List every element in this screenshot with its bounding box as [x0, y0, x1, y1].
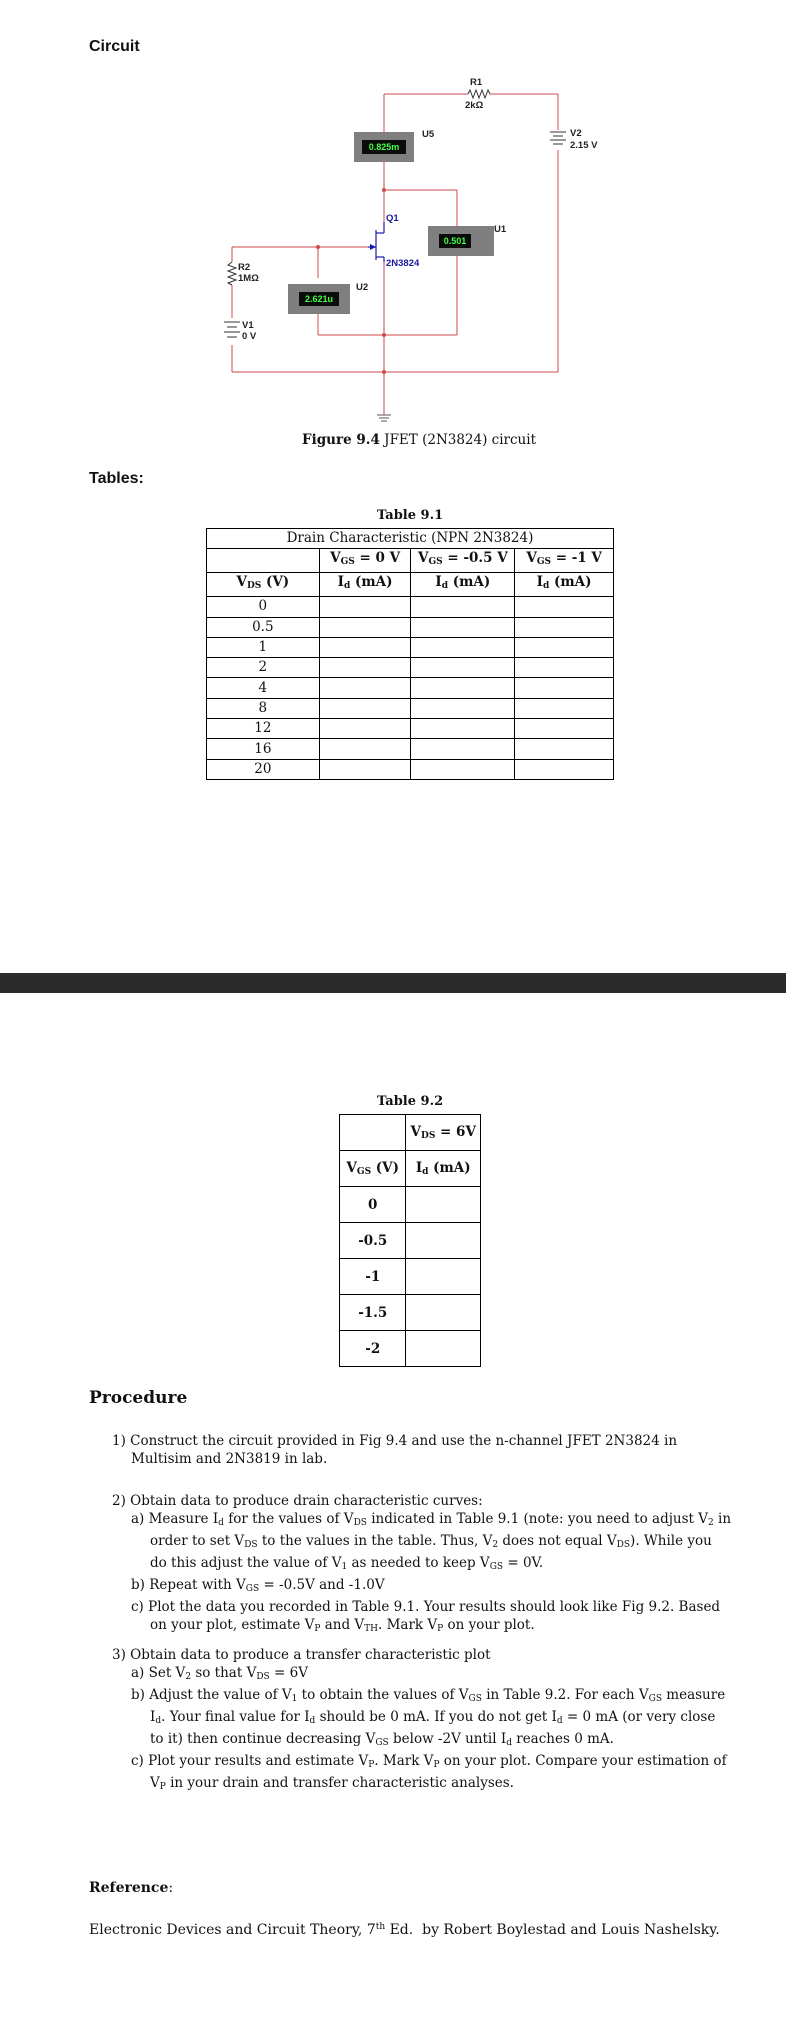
vgs-cell: -1 [340, 1259, 406, 1295]
page-break-band [0, 973, 786, 993]
id-cell[interactable] [411, 658, 515, 678]
figure-caption-label: Figure 9.4 [302, 432, 380, 448]
vgs-cell: -2 [340, 1331, 406, 1367]
id-cell[interactable] [411, 678, 515, 698]
table91-header: Drain Characteristic (NPN 2N3824) [207, 529, 614, 549]
table92-title: Table 9.2 [376, 1094, 444, 1109]
id-cell[interactable] [319, 617, 411, 637]
table91-id-label: $I_d$ (mA) [411, 573, 515, 597]
table-row [207, 658, 614, 678]
r1-value: 2kΩ [465, 100, 484, 111]
step-2b-text: b) Repeat with $V_{GS} = -0.5V$ and -1.0V [131, 1577, 385, 1594]
table-9-2 [339, 1114, 481, 1367]
table-row [340, 1295, 481, 1331]
reference-heading-label: Reference [89, 1880, 169, 1896]
step-2a-text: a) Measure $I_d$ for the values of $V_{DS}$ indicated in Table 9.1 (note: you need to adjust $V_2$ in order to set $V_{DS}$ to the values in the table. Thus, $V_2$ does not equal $V_{DS}$). While you do this adjust the value of $V_1$ as needed to keep $V_{GS} = 0V$. [131, 1511, 732, 1572]
id-cell[interactable] [515, 658, 614, 678]
v2-name: V2 [570, 128, 582, 139]
v2-value: 2.15 V [570, 140, 598, 151]
id-cell[interactable] [411, 698, 515, 718]
voltmeter-u1 [428, 226, 494, 256]
figure-caption [302, 432, 536, 448]
table92-vds-col: $V_{DS} = 6V$ [406, 1115, 481, 1151]
id-cell[interactable] [319, 759, 411, 779]
vds-cell: 1 [207, 637, 320, 657]
id-cell[interactable] [406, 1187, 481, 1223]
u5-reading: 0.825m [362, 140, 406, 154]
procedure-step-3 [112, 1646, 732, 1796]
table92-vgs-label: $V_{GS}$ (V) [340, 1151, 406, 1187]
reference-heading: Reference: [89, 1880, 174, 1896]
id-cell[interactable] [515, 597, 614, 617]
id-cell[interactable] [406, 1331, 481, 1367]
vgs-cell: 0 [340, 1187, 406, 1223]
vds-cell: 4 [207, 678, 320, 698]
u1-reading: 0.501 [439, 234, 471, 248]
table-row [207, 739, 614, 759]
u2-reading: 2.621u [299, 292, 339, 306]
table91-id-label: $I_d$ (mA) [319, 573, 411, 597]
vgs-cell: -1.5 [340, 1295, 406, 1331]
id-cell[interactable] [406, 1223, 481, 1259]
procedure-step-1 [112, 1432, 732, 1468]
vgs-cell: -0.5 [340, 1223, 406, 1259]
step-3b-text: b) Adjust the value of $V_1$ to obtain the values of $V_{GS}$ in Table 9.2. For each $V_{GS}$ measure $I_d$. Your final value for $I_d$ should be 0 mA. If you do not get $I_d = 0$ mA (or very close to it) then continue decreasing $V_{GS}$ below -2V until $I_d$ reaches 0 mA. [131, 1687, 726, 1748]
id-cell[interactable] [411, 719, 515, 739]
vds-cell: 20 [207, 759, 320, 779]
table-row [340, 1331, 481, 1367]
table91-title: Table 9.1 [376, 508, 444, 523]
procedure-heading: Procedure [89, 1388, 188, 1408]
r1-name: R1 [470, 77, 483, 88]
vds-cell: 12 [207, 719, 320, 739]
reference-text: Electronic Devices and Circuit Theory, 7th Ed. by Robert Boylestad and Louis Nashelsky. [89, 1922, 720, 1938]
vds-cell: 8 [207, 698, 320, 718]
table91-empty-corner [207, 549, 320, 573]
table-row [207, 719, 614, 739]
id-cell[interactable] [515, 698, 614, 718]
table-row [207, 637, 614, 657]
id-cell[interactable] [319, 698, 411, 718]
id-cell[interactable] [411, 739, 515, 759]
id-cell[interactable] [515, 617, 614, 637]
id-cell[interactable] [319, 719, 411, 739]
q1-part: 2N3824 [386, 258, 420, 269]
v1-value: 0 V [242, 331, 257, 342]
r2-value: 1MΩ [238, 273, 259, 284]
v1-name: V1 [242, 320, 254, 331]
vds-cell: 2 [207, 658, 320, 678]
id-cell[interactable] [515, 759, 614, 779]
table91-vgs-col: $V_{GS} = -0.5$ V [411, 549, 515, 573]
table91-id-label: $I_d$ (mA) [515, 573, 614, 597]
u2-label: U2 [356, 282, 369, 293]
id-cell[interactable] [319, 658, 411, 678]
ammeter-u5 [354, 132, 414, 162]
vds-cell: 0.5 [207, 617, 320, 637]
table91-vds-label: $V_{DS}$ (V) [207, 573, 320, 597]
step-2c-text: c) Plot the data you recorded in Table 9.1. Your results should look like Fig 9.2. Based on your plot, estimate $V_P$ and $V_{TH}$. Mark $V_P$ on your plot. [131, 1599, 721, 1634]
u5-label: U5 [422, 129, 435, 140]
step-3a-text: a) Set $V_2$ so that $V_{DS} = 6V$ [131, 1665, 308, 1682]
id-cell[interactable] [411, 597, 515, 617]
table91-vgs-col: $V_{GS} = 0$ V [319, 549, 411, 573]
id-cell[interactable] [406, 1295, 481, 1331]
table-row [207, 597, 614, 617]
r2-name: R2 [238, 262, 251, 273]
id-cell[interactable] [515, 719, 614, 739]
id-cell[interactable] [319, 597, 411, 617]
table-row [340, 1223, 481, 1259]
u1-label: U1 [494, 224, 507, 235]
procedure-step-2 [112, 1492, 732, 1638]
table-row [207, 678, 614, 698]
voltmeter-u2 [288, 284, 350, 314]
id-cell[interactable] [319, 637, 411, 657]
q1-name: Q1 [386, 213, 399, 224]
table-row [207, 698, 614, 718]
id-cell[interactable] [406, 1259, 481, 1295]
table-9-1 [206, 528, 614, 780]
id-cell[interactable] [319, 678, 411, 698]
table-row [207, 617, 614, 637]
table-row [340, 1187, 481, 1223]
table92-id-label: $I_d$ (mA) [406, 1151, 481, 1187]
circuit-schematic [0, 0, 786, 430]
id-cell[interactable] [411, 617, 515, 637]
id-cell[interactable] [411, 637, 515, 657]
id-cell[interactable] [411, 759, 515, 779]
vds-cell: 16 [207, 739, 320, 759]
id-cell[interactable] [515, 637, 614, 657]
table-row [207, 759, 614, 779]
table91-vgs-col: $V_{GS} = -1$ V [515, 549, 614, 573]
table-row [340, 1259, 481, 1295]
vds-cell: 0 [207, 597, 320, 617]
id-cell[interactable] [319, 739, 411, 759]
tables-heading: Tables: [89, 470, 144, 487]
step-1-text: 1) Construct the circuit provided in Fig 9.4 and use the n-channel JFET 2N3824 in Multisim and 2N3819 in lab. [112, 1433, 678, 1467]
id-cell[interactable] [515, 678, 614, 698]
step-3c-text: c) Plot your results and estimate $V_P$. Mark $V_P$ on your plot. Compare your estimation of $V_P$ in your drain and transfer characteristic analyses. [131, 1753, 727, 1792]
figure-caption-text: JFET (2N3824) circuit [384, 432, 536, 448]
step-3-text: 3) Obtain data to produce a transfer characteristic plot [112, 1647, 491, 1663]
table92-empty-corner [340, 1115, 406, 1151]
step-2-text: 2) Obtain data to produce drain characteristic curves: [112, 1493, 483, 1509]
circuit-heading: Circuit [89, 38, 140, 55]
id-cell[interactable] [515, 739, 614, 759]
